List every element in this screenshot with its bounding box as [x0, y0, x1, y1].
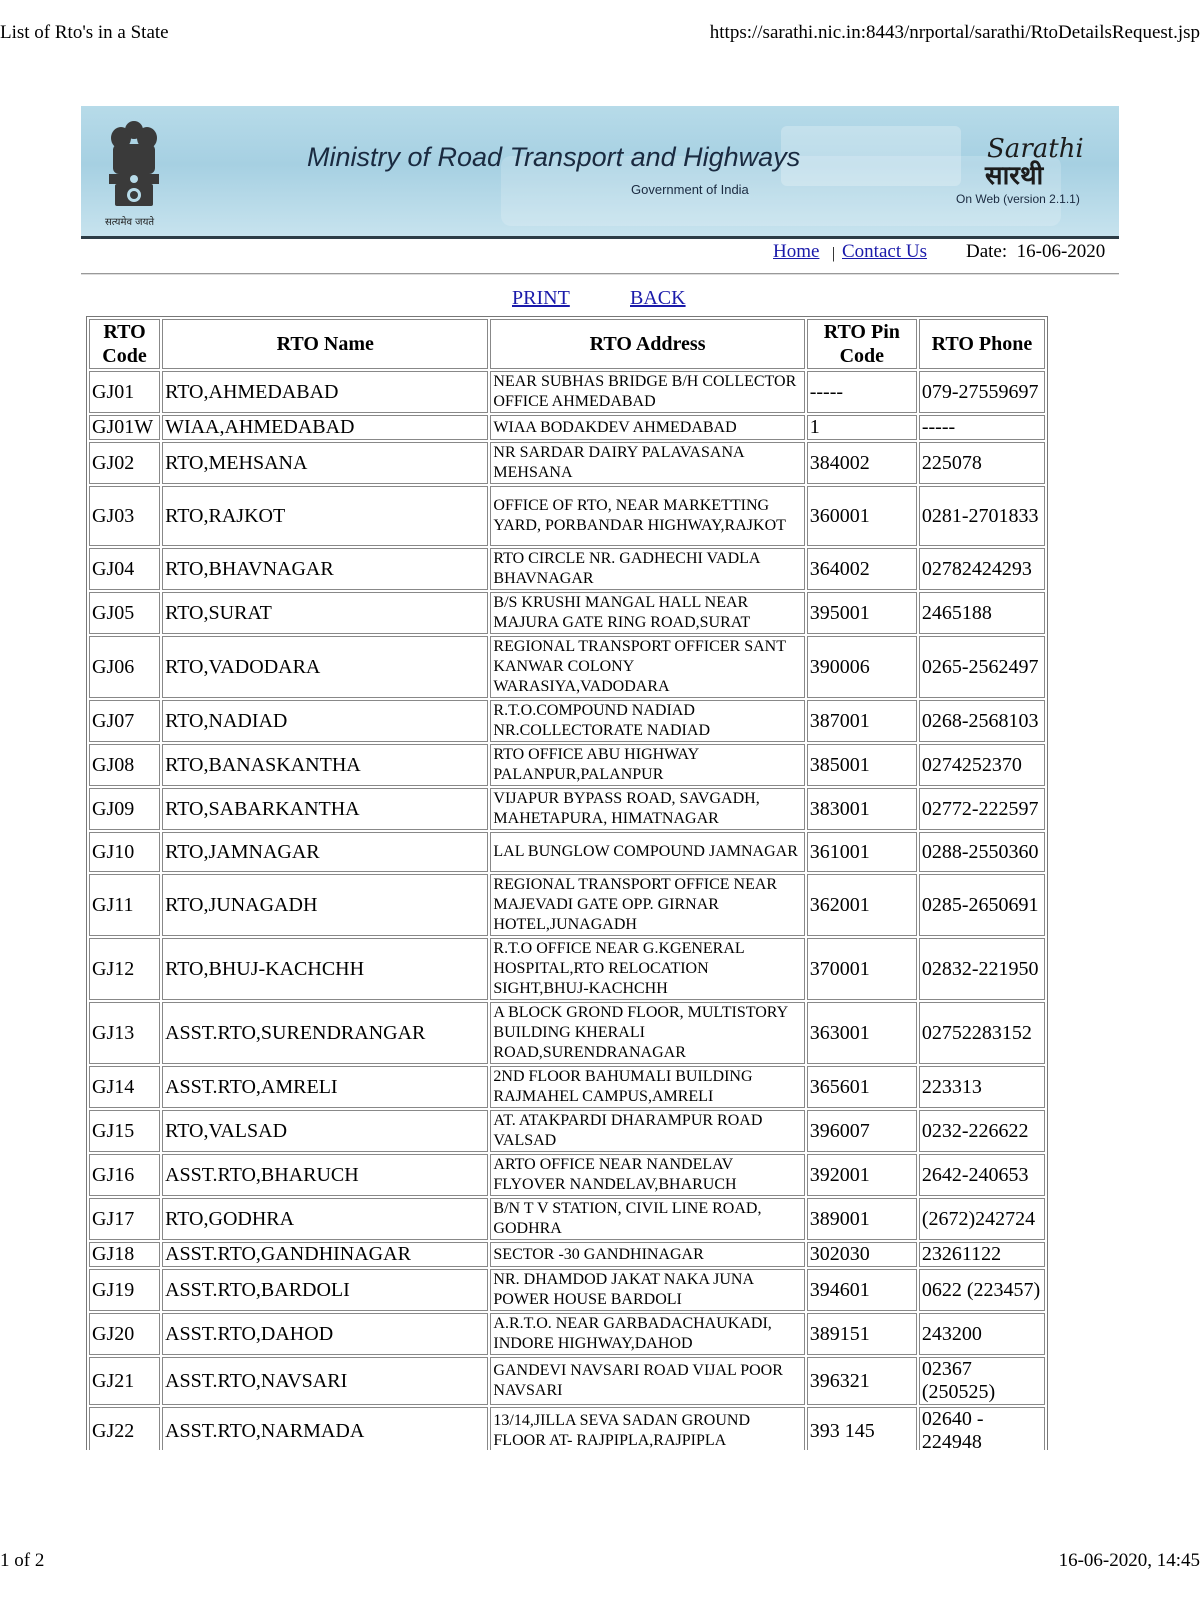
table-row: [89, 442, 1045, 484]
table-row: [89, 938, 1045, 1000]
table-row: [89, 1242, 1045, 1267]
cell-address: LAL BUNGLOW COMPOUND JAMNAGAR: [490, 832, 804, 872]
cell-code: GJ12: [89, 938, 160, 1000]
table-row: [89, 1357, 1045, 1405]
cell-name: RTO,AHMEDABAD: [162, 371, 488, 413]
cell-code: GJ02: [89, 442, 160, 484]
header-rule: [81, 273, 1119, 275]
cell-pin: 364002: [807, 548, 917, 590]
cell-address: 2ND FLOOR BAHUMALI BUILDING RAJMAHEL CAMPUS,AMRELI: [490, 1066, 804, 1108]
table-row: [89, 636, 1045, 698]
cell-phone: 079-27559697: [919, 371, 1045, 413]
cell-pin: 394601: [807, 1269, 917, 1311]
cell-code: GJ18: [89, 1242, 160, 1267]
cell-code: GJ04: [89, 548, 160, 590]
cell-pin: 389001: [807, 1198, 917, 1240]
cell-code: GJ14: [89, 1066, 160, 1108]
cell-pin: 395001: [807, 592, 917, 634]
cell-address: NR SARDAR DAIRY PALAVASANA MEHSANA: [490, 442, 804, 484]
rto-table: [86, 316, 1048, 1450]
cell-address: R.T.O.COMPOUND NADIAD NR.COLLECTORATE NADIAD: [490, 700, 804, 742]
cell-name: RTO,VADODARA: [162, 636, 488, 698]
cell-code: GJ22: [89, 1407, 160, 1450]
cell-code: GJ01W: [89, 415, 160, 440]
table-row: [89, 1269, 1045, 1311]
cell-code: GJ11: [89, 874, 160, 936]
cell-phone: 0288-2550360: [919, 832, 1045, 872]
cell-address: GANDEVI NAVSARI ROAD VIJAL POOR NAVSARI: [490, 1357, 804, 1405]
cell-address: ARTO OFFICE NEAR NANDELAV FLYOVER NANDELAV,BHARUCH: [490, 1154, 804, 1196]
cell-pin: 396321: [807, 1357, 917, 1405]
logo-text-hi: सारथी: [985, 161, 1044, 191]
cell-phone: 02782424293: [919, 548, 1045, 590]
header-rto-phone: RTO Phone: [919, 319, 1045, 369]
cell-pin: -----: [807, 371, 917, 413]
cell-phone: 2642-240653: [919, 1154, 1045, 1196]
banner-divider: [81, 236, 1119, 239]
cell-pin: 361001: [807, 832, 917, 872]
cell-address: R.T.O OFFICE NEAR G.KGENERAL HOSPITAL,RTO RELOCATION SIGHT,BHUJ-KACHCHH: [490, 938, 804, 1000]
table-body: [89, 371, 1045, 1450]
table-row: [89, 700, 1045, 742]
cell-phone: 02640 - 224948: [919, 1407, 1045, 1450]
cell-name: ASST.RTO,NARMADA: [162, 1407, 488, 1450]
cell-name: RTO,JAMNAGAR: [162, 832, 488, 872]
table-row: [89, 788, 1045, 830]
cell-pin: 384002: [807, 442, 917, 484]
cell-phone: 0232-226622: [919, 1110, 1045, 1152]
cell-pin: 1: [807, 415, 917, 440]
cell-code: GJ16: [89, 1154, 160, 1196]
cell-code: GJ01: [89, 371, 160, 413]
page-url: https://sarathi.nic.in:8443/nrportal/sarathi/RtoDetailsRequest.jsp: [709, 22, 1200, 43]
table-row: [89, 1407, 1045, 1450]
cell-code: GJ21: [89, 1357, 160, 1405]
cell-phone: 2465188: [919, 592, 1045, 634]
cell-name: ASST.RTO,NAVSARI: [162, 1357, 488, 1405]
cell-code: GJ19: [89, 1269, 160, 1311]
cell-pin: 365601: [807, 1066, 917, 1108]
national-emblem-icon: [99, 116, 169, 226]
cell-address: A.R.T.O. NEAR GARBADACHAUKADI, INDORE HIGHWAY,DAHOD: [490, 1313, 804, 1355]
contact-us-link[interactable]: Contact Us: [842, 241, 927, 262]
cell-address: AT. ATAKPARDI DHARAMPUR ROAD VALSAD: [490, 1110, 804, 1152]
table-row: [89, 1313, 1045, 1355]
cell-address: B/N T V STATION, CIVIL LINE ROAD, GODHRA: [490, 1198, 804, 1240]
cell-name: RTO,JUNAGADH: [162, 874, 488, 936]
cell-pin: 363001: [807, 1002, 917, 1064]
cell-code: GJ17: [89, 1198, 160, 1240]
cell-code: GJ03: [89, 486, 160, 546]
cell-name: RTO,MEHSANA: [162, 442, 488, 484]
cell-phone: -----: [919, 415, 1045, 440]
cell-phone: 225078: [919, 442, 1045, 484]
cell-pin: 396007: [807, 1110, 917, 1152]
cell-pin: 360001: [807, 486, 917, 546]
cell-name: RTO,RAJKOT: [162, 486, 488, 546]
cell-phone: 0285-2650691: [919, 874, 1045, 936]
cell-code: GJ15: [89, 1110, 160, 1152]
table-row: [89, 592, 1045, 634]
cell-name: RTO,BANASKANTHA: [162, 744, 488, 786]
cell-name: ASST.RTO,BHARUCH: [162, 1154, 488, 1196]
emblem-caption: सत्यमेव जयते: [105, 217, 155, 228]
cell-name: ASST.RTO,SURENDRANGAR: [162, 1002, 488, 1064]
table-row: [89, 1110, 1045, 1152]
cell-address: RTO CIRCLE NR. GADHECHI VADLA BHAVNAGAR: [490, 548, 804, 590]
site-banner: [81, 106, 1119, 236]
cell-name: RTO,BHAVNAGAR: [162, 548, 488, 590]
cell-phone: 02367 (250525): [919, 1357, 1045, 1405]
cell-phone: 0265-2562497: [919, 636, 1045, 698]
header-rto-address: RTO Address: [490, 319, 804, 369]
government-subtitle: Government of India: [631, 182, 749, 197]
cell-pin: 389151: [807, 1313, 917, 1355]
cell-name: RTO,VALSAD: [162, 1110, 488, 1152]
table-header-row: [89, 319, 1045, 369]
version-label: On Web (version 2.1.1): [956, 192, 1080, 206]
document-title: List of Rto's in a State: [0, 22, 169, 43]
cell-phone: (2672)242724: [919, 1198, 1045, 1240]
cell-address: NR. DHAMDOD JAKAT NAKA JUNA POWER HOUSE BARDOLI: [490, 1269, 804, 1311]
rto-table-container: [86, 316, 1048, 1450]
cell-name: ASST.RTO,GANDHINAGAR: [162, 1242, 488, 1267]
cell-name: ASST.RTO,BARDOLI: [162, 1269, 488, 1311]
date-display: [966, 241, 1105, 263]
cell-pin: 362001: [807, 874, 917, 936]
cell-name: WIAA,AHMEDABAD: [162, 415, 488, 440]
table-row: [89, 744, 1045, 786]
table-row: [89, 486, 1045, 546]
table-row: [89, 415, 1045, 440]
cell-phone: 0622 (223457): [919, 1269, 1045, 1311]
cell-pin: 302030: [807, 1242, 917, 1267]
table-row: [89, 874, 1045, 936]
header-rto-pin: RTO Pin Code: [807, 319, 917, 369]
table-row: [89, 548, 1045, 590]
cell-address: SECTOR -30 GANDHINAGAR: [490, 1242, 804, 1267]
cell-name: ASST.RTO,AMRELI: [162, 1066, 488, 1108]
header-rto-name: RTO Name: [162, 319, 488, 369]
cell-pin: 393 145: [807, 1407, 917, 1450]
ministry-title: Ministry of Road Transport and Highways: [307, 142, 801, 172]
home-link[interactable]: Home: [773, 241, 820, 262]
print-link[interactable]: PRINT: [512, 287, 570, 309]
cell-phone: 02752283152: [919, 1002, 1045, 1064]
cell-code: GJ08: [89, 744, 160, 786]
cell-name: RTO,NADIAD: [162, 700, 488, 742]
cell-address: REGIONAL TRANSPORT OFFICE NEAR MAJEVADI GATE OPP. GIRNAR HOTEL,JUNAGADH: [490, 874, 804, 936]
cell-name: RTO,GODHRA: [162, 1198, 488, 1240]
print-timestamp: 16-06-2020, 14:45: [1058, 1550, 1200, 1571]
cell-phone: 02832-221950: [919, 938, 1045, 1000]
table-row: [89, 1154, 1045, 1196]
cell-phone: 223313: [919, 1066, 1045, 1108]
nav-separator: |: [832, 245, 836, 262]
cell-name: RTO,SURAT: [162, 592, 488, 634]
logo-text-en: Sarathi: [987, 134, 1084, 164]
cell-phone: 0274252370: [919, 744, 1045, 786]
header-rto-code: RTO Code: [89, 319, 160, 369]
sarathi-logo: [981, 134, 1084, 194]
cell-pin: 385001: [807, 744, 917, 786]
table-row: [89, 1198, 1045, 1240]
cell-pin: 392001: [807, 1154, 917, 1196]
cell-code: GJ20: [89, 1313, 160, 1355]
cell-name: RTO,SABARKANTHA: [162, 788, 488, 830]
cell-phone: 243200: [919, 1313, 1045, 1355]
cell-pin: 387001: [807, 700, 917, 742]
cell-phone: 0268-2568103: [919, 700, 1045, 742]
date-label: Date:: [966, 241, 1008, 262]
cell-address: B/S KRUSHI MANGAL HALL NEAR MAJURA GATE RING ROAD,SURAT: [490, 592, 804, 634]
date-value: 16-06-2020: [1016, 241, 1106, 262]
cell-phone: 0281-2701833: [919, 486, 1045, 546]
cell-code: GJ10: [89, 832, 160, 872]
cell-code: GJ07: [89, 700, 160, 742]
cell-code: GJ13: [89, 1002, 160, 1064]
cell-address: A BLOCK GROND FLOOR, MULTISTORY BUILDING KHERALI ROAD,SURENDRANAGAR: [490, 1002, 804, 1064]
cell-address: RTO OFFICE ABU HIGHWAY PALANPUR,PALANPUR: [490, 744, 804, 786]
cell-address: 13/14,JILLA SEVA SADAN GROUND FLOOR AT- RAJPIPLA,RAJPIPLA: [490, 1407, 804, 1450]
cell-name: RTO,BHUJ-KACHCHH: [162, 938, 488, 1000]
cell-address: OFFICE OF RTO, NEAR MARKETTING YARD, PORBANDAR HIGHWAY,RAJKOT: [490, 486, 804, 546]
table-row: [89, 1066, 1045, 1108]
cell-address: NEAR SUBHAS BRIDGE B/H COLLECTOR OFFICE AHMEDABAD: [490, 371, 804, 413]
page-count: 1 of 2: [0, 1550, 45, 1571]
cell-code: GJ09: [89, 788, 160, 830]
table-row: [89, 1002, 1045, 1064]
cell-name: ASST.RTO,DAHOD: [162, 1313, 488, 1355]
cell-code: GJ06: [89, 636, 160, 698]
cell-code: GJ05: [89, 592, 160, 634]
table-row: [89, 832, 1045, 872]
cell-pin: 390006: [807, 636, 917, 698]
cell-address: REGIONAL TRANSPORT OFFICER SANT KANWAR COLONY WARASIYA,VADODARA: [490, 636, 804, 698]
cell-pin: 383001: [807, 788, 917, 830]
table-row: [89, 371, 1045, 413]
cell-address: WIAA BODAKDEV AHMEDABAD: [490, 415, 804, 440]
cell-phone: 02772-222597: [919, 788, 1045, 830]
cell-phone: 23261122: [919, 1242, 1045, 1267]
cell-pin: 370001: [807, 938, 917, 1000]
back-link[interactable]: BACK: [630, 287, 686, 309]
cell-address: VIJAPUR BYPASS ROAD, SAVGADH, MAHETAPURA, HIMATNAGAR: [490, 788, 804, 830]
